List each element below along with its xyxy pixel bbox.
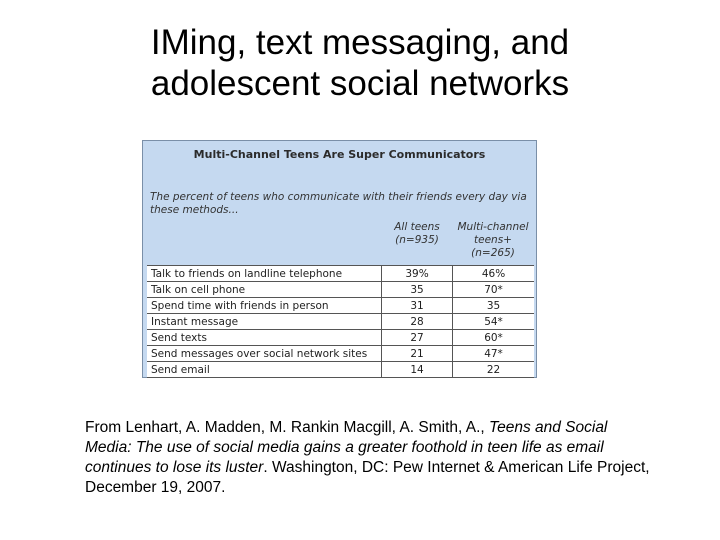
row-label: Talk on cell phone [147,282,382,298]
all-teens-value: 39% [382,266,453,282]
multi-channel-value: 35 [453,298,535,314]
row-label: Spend time with friends in person [147,298,382,314]
citation-text [85,418,655,498]
all-teens-value: 31 [382,298,453,314]
table-row [147,330,534,346]
column-header-all-teens [385,221,449,247]
row-label: Send email [147,362,382,378]
slide-title-line-1: IMing, text messaging, and [150,23,570,62]
slide-title [0,22,720,104]
col2-line1: Multi-channel [457,221,529,233]
row-label: Send texts [147,330,382,346]
col2-line2: teens+ [474,234,512,246]
all-teens-value: 28 [382,314,453,330]
all-teens-value: 21 [382,346,453,362]
table-row [147,266,534,282]
table-row [147,298,534,314]
col1-line2: (n=935) [395,234,439,246]
survey-table-figure [142,140,537,378]
row-label: Talk to friends on landline telephone [147,266,382,282]
col2-line3: (n=265) [471,247,515,259]
table-row [147,314,534,330]
table-description: The percent of teens who communicate with their friends every day via these methods... [150,191,527,216]
all-teens-value: 14 [382,362,453,378]
table-row [147,362,534,378]
row-label: Send messages over social network sites [147,346,382,362]
multi-channel-value: 54* [453,314,535,330]
multi-channel-value: 60* [453,330,535,346]
citation-publisher: . Washington, DC: Pew Internet & American Life Project, December 19, 2007. [85,459,650,496]
table-row [147,346,534,362]
col1-line1: All teens [394,221,440,233]
multi-channel-value: 46% [453,266,535,282]
all-teens-value: 27 [382,330,453,346]
multi-channel-value: 70* [453,282,535,298]
table-row [147,282,534,298]
citation-work-title: Teens and Social Media: The use of social media gains a greater foothold in teen life as email continues to lose its luster [85,419,608,476]
all-teens-value: 35 [382,282,453,298]
multi-channel-value: 47* [453,346,535,362]
multi-channel-value: 22 [453,362,535,378]
slide-title-line-2: adolescent social networks [150,64,570,103]
row-label: Instant message [147,314,382,330]
citation-authors: From Lenhart, A. Madden, M. Rankin Macgill, A. Smith, A., [85,419,490,436]
table-title: Multi-Channel Teens Are Super Communicators [193,148,486,161]
column-header-multi-channel [453,221,533,260]
data-table [147,265,534,378]
